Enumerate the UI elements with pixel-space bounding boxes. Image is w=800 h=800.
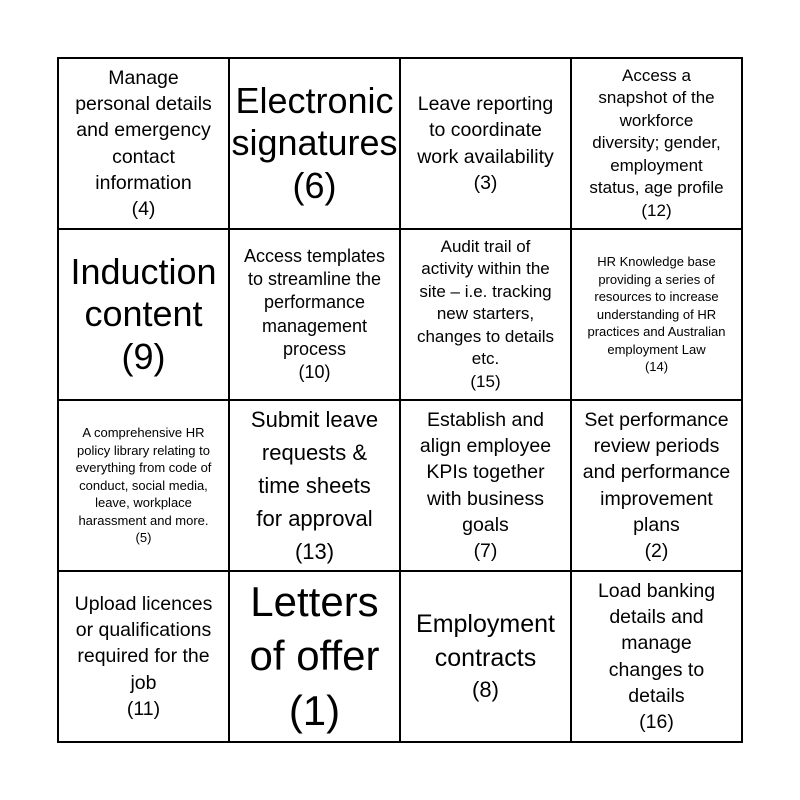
- bingo-cell[interactable]: [571, 58, 742, 229]
- cell-number: (11): [126, 697, 161, 720]
- cell-text: Induction content: [70, 250, 217, 335]
- cell-number: (1): [288, 686, 341, 734]
- cell-text: Access templates to streamline the performance management process: [243, 246, 386, 359]
- cell-text: Audit trail of activity within the site – i.e. tracking new starters, changes to details etc.: [416, 236, 555, 369]
- cell-text: Establish and align employee KPIs together with business goals: [419, 409, 552, 536]
- cell-text: Leave reporting to coordinate work availability: [417, 93, 554, 168]
- cell-text: Load banking details and manage changes to details: [597, 580, 716, 707]
- cell-text: Letters of offer: [249, 577, 380, 680]
- cell-number: (10): [298, 361, 331, 382]
- bingo-cell[interactable]: [229, 58, 400, 229]
- cell-number: (9): [121, 335, 166, 377]
- cell-number: (2): [644, 539, 669, 562]
- cell-text: HR Knowledge base providing a series of resources to increase understanding of HR practices and Australian employment Law: [587, 254, 726, 357]
- cell-text: Employment contracts: [416, 609, 555, 672]
- bingo-cell[interactable]: [571, 400, 742, 571]
- bingo-grid: [57, 57, 743, 743]
- cell-number: (6): [292, 164, 337, 206]
- cell-text: Upload licences or qualifications required for the job: [74, 593, 213, 694]
- cell-number: (3): [473, 171, 498, 194]
- bingo-cell[interactable]: [400, 571, 571, 742]
- cell-number: (5): [135, 530, 152, 546]
- cell-text: Manage personal details and emergency contact information: [75, 67, 212, 194]
- cell-text: A comprehensive HR policy library relating to everything from code of conduct, social media, leave, workplace harassment and more.: [75, 425, 212, 528]
- bingo-cell[interactable]: [571, 229, 742, 400]
- bingo-cell[interactable]: [400, 58, 571, 229]
- cell-number: (13): [294, 539, 335, 564]
- bingo-cell[interactable]: [229, 571, 400, 742]
- cell-text: Access a snapshot of the workforce diversity; gender, employment status, age profile: [589, 65, 724, 198]
- cell-number: (15): [470, 371, 501, 391]
- bingo-cell[interactable]: [58, 571, 229, 742]
- bingo-cell[interactable]: [229, 229, 400, 400]
- bingo-cell[interactable]: [58, 400, 229, 571]
- cell-number: (12): [641, 200, 672, 220]
- bingo-cell[interactable]: [58, 229, 229, 400]
- cell-text: Electronic signatures: [231, 79, 398, 164]
- bingo-cell[interactable]: [571, 571, 742, 742]
- cell-number: (4): [131, 197, 156, 220]
- cell-number: (14): [644, 359, 669, 375]
- cell-text: Set performance review periods and performance improvement plans: [582, 409, 731, 536]
- cell-number: (8): [472, 677, 499, 703]
- bingo-cell[interactable]: [400, 229, 571, 400]
- bingo-cell[interactable]: [400, 400, 571, 571]
- cell-number: (7): [473, 539, 498, 562]
- bingo-cell[interactable]: [58, 58, 229, 229]
- cell-text: Submit leave requests & time sheets for approval: [250, 407, 379, 531]
- bingo-cell[interactable]: [229, 400, 400, 571]
- cell-number: (16): [639, 710, 674, 733]
